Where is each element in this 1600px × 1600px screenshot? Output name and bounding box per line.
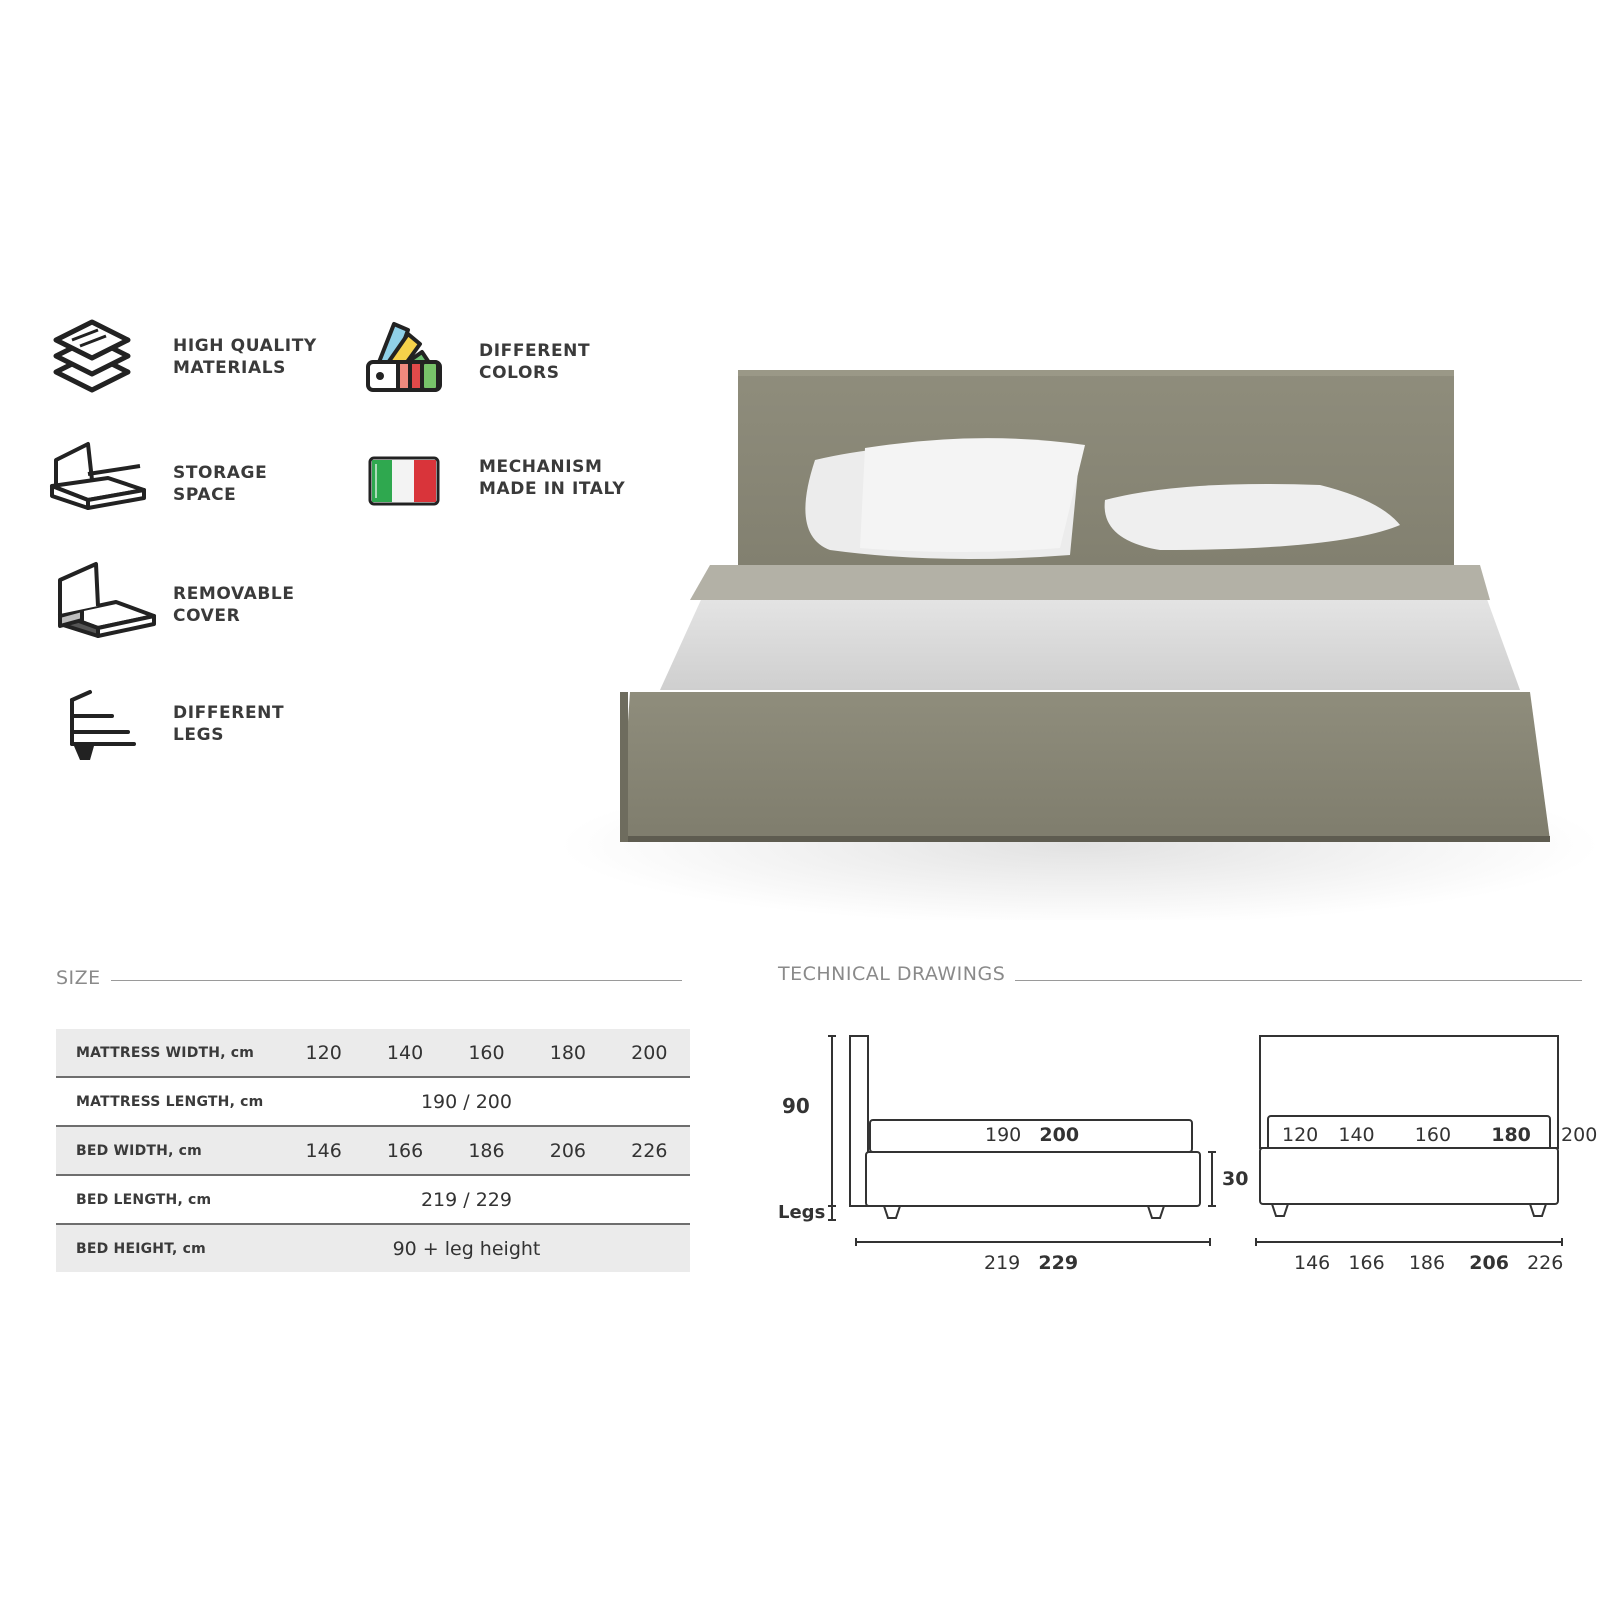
table-row: [56, 1077, 690, 1126]
dimension-value: 200: [1561, 1124, 1598, 1146]
side-bed-length: [984, 1252, 1078, 1274]
dimension-value: 120: [1282, 1124, 1319, 1146]
table-cell: 180: [527, 1029, 608, 1077]
dimension-value: 206: [1469, 1252, 1509, 1274]
dimension-value: 186: [1408, 1252, 1446, 1274]
row-label: MATTRESS LENGTH, cm: [76, 1093, 264, 1110]
table-cell: 226: [609, 1126, 690, 1175]
table-cell: 200: [609, 1029, 690, 1077]
size-title-rule: [56, 980, 682, 981]
table-cell: 160: [446, 1029, 527, 1077]
dimension-value: 200: [1039, 1124, 1080, 1146]
storage-box-icon: [48, 440, 152, 512]
side-height-label: 90: [782, 1094, 810, 1118]
feature-label-materials: HIGH QUALITY MATERIALS: [173, 336, 317, 378]
dimension-value: 190: [985, 1124, 1022, 1146]
front-mattress-widths: [1282, 1124, 1597, 1146]
table-row: [56, 1224, 690, 1272]
dimension-value: 219: [984, 1252, 1021, 1274]
row-label: BED LENGTH, cm: [76, 1191, 212, 1208]
table-cell: 190 / 200: [420, 1090, 512, 1113]
row-label: BED WIDTH, cm: [56, 1126, 283, 1175]
table-row: [56, 1029, 690, 1077]
table-cell: 90 + leg height: [283, 1224, 690, 1272]
dimension-value: 229: [1038, 1252, 1079, 1274]
table-row: [56, 1126, 690, 1175]
side-legs-label: Legs: [778, 1202, 826, 1223]
table-cell: 206: [527, 1126, 608, 1175]
side-length-dimension-line: [854, 1236, 1214, 1248]
dimension-value: 166: [1348, 1252, 1385, 1274]
feature-label-storage: STORAGE SPACE: [173, 463, 268, 505]
italian-flag-icon: [368, 456, 440, 506]
table-cell: 146: [283, 1126, 364, 1175]
table-cell: 120: [283, 1029, 364, 1077]
dimension-value: 160: [1414, 1124, 1452, 1146]
table-cell: 186: [446, 1126, 527, 1175]
dimension-value: 180: [1491, 1124, 1531, 1146]
feature-label-mechanism: MECHANISM MADE IN ITALY: [479, 457, 626, 499]
size-table: [56, 1029, 690, 1272]
row-label: MATTRESS WIDTH, cm: [56, 1029, 283, 1077]
technical-title: TECHNICAL DRAWINGS: [778, 963, 1015, 985]
feature-label-legs: DIFFERENT LEGS: [173, 703, 285, 745]
row-label: BED HEIGHT, cm: [56, 1224, 283, 1272]
table-cell: 219 / 229: [420, 1188, 512, 1211]
color-palette-icon: [364, 318, 446, 394]
side-mattress-length: [985, 1124, 1079, 1146]
dimension-value: 140: [1338, 1124, 1375, 1146]
layers-icon: [50, 318, 134, 396]
bed-leg-icon: [62, 688, 136, 764]
removable-cover-icon: [52, 560, 160, 640]
front-width-dimension-line: [1254, 1236, 1566, 1248]
table-cell: 140: [364, 1029, 445, 1077]
feature-label-colors: DIFFERENT COLORS: [479, 341, 591, 383]
dimension-value: 226: [1527, 1252, 1564, 1274]
table-row: [56, 1175, 690, 1224]
size-title: SIZE: [56, 967, 111, 989]
bed-product-image: [560, 300, 1600, 920]
feature-label-cover: REMOVABLE COVER: [173, 584, 295, 626]
dimension-value: 146: [1294, 1252, 1331, 1274]
side-base-height-label: 30: [1222, 1168, 1249, 1190]
front-bed-widths: [1294, 1252, 1563, 1274]
table-cell: 166: [364, 1126, 445, 1175]
